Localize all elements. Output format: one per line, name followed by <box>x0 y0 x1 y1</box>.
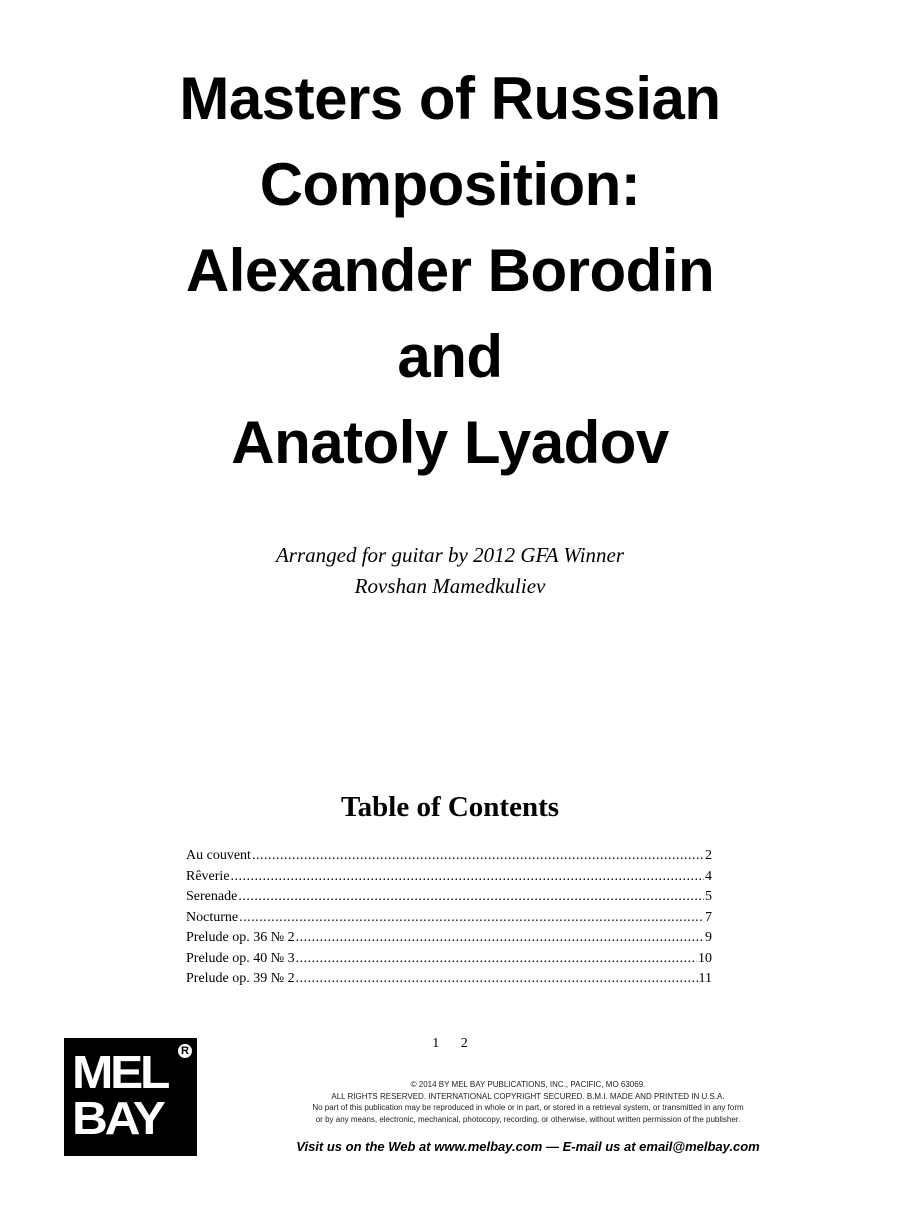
copyright-notice <box>228 1079 828 1125</box>
toc-entry <box>186 928 712 949</box>
toc-entry-page: 10 <box>698 950 712 966</box>
toc-entry <box>186 846 712 867</box>
page-number: 2 <box>460 1036 468 1051</box>
toc-entry <box>186 949 712 970</box>
toc-leader-dots <box>231 867 704 888</box>
title-line: Composition: <box>259 151 641 218</box>
title-line: Alexander Borodin <box>185 237 715 304</box>
toc-entry <box>186 969 712 990</box>
page-number: 1 <box>432 1036 440 1051</box>
arranger-credit <box>0 540 900 602</box>
title-line: and <box>397 323 503 390</box>
toc-leader-dots <box>238 887 704 908</box>
toc-leader-dots <box>252 846 704 867</box>
toc-leader-dots <box>296 949 697 970</box>
toc-entry-title: Prelude op. 40 № 3 <box>186 950 295 966</box>
toc-entry-title: Rêverie <box>186 868 230 884</box>
toc-entry-page: 2 <box>705 848 712 863</box>
book-title <box>0 56 900 486</box>
arranger-line: Arranged for guitar by 2012 GFA Winner <box>275 543 625 567</box>
toc-entry-page: 4 <box>705 868 712 884</box>
toc-leader-dots <box>296 928 704 949</box>
toc-heading: Table of Contents <box>340 791 560 823</box>
toc-entry-title: Serenade <box>186 889 238 904</box>
copyright-line: ALL RIGHTS RESERVED. INTERNATIONAL COPYRIGHT SECURED. B.M.I. MADE AND PRINTED IN U.S.A. <box>331 1091 725 1101</box>
copyright-line: or by any means, electronic, mechanical, photocopy, recording, or otherwise, without written permission of the publisher. <box>315 1114 741 1124</box>
toc-entry-page: 5 <box>705 889 712 904</box>
toc-entry <box>186 887 712 908</box>
logo-text-bay: BAY <box>72 1092 163 1144</box>
toc-entry <box>186 908 712 929</box>
title-line: Anatoly Lyadov <box>231 409 669 476</box>
toc-entry-page: 7 <box>705 909 712 925</box>
toc-entry-title: Prelude op. 36 № 2 <box>186 930 295 945</box>
toc-entry <box>186 867 712 888</box>
registered-mark-icon: R <box>176 1042 194 1060</box>
toc-leader-dots <box>239 908 704 929</box>
web-contact-line: Visit us on the Web at www.melbay.com — E-mail us at email@melbay.com <box>296 1139 760 1154</box>
title-line: Masters of Russian <box>179 65 721 132</box>
toc-entry-page: 11 <box>698 971 712 986</box>
table-of-contents <box>186 846 712 990</box>
copyright-line: No part of this publication may be reproduced in whole or in part, or stored in a retrieval system, or transmitted in any form <box>312 1103 744 1112</box>
logo-text-mel: MEL <box>72 1046 168 1098</box>
toc-leader-dots <box>296 969 698 990</box>
toc-entry-page: 9 <box>705 930 712 945</box>
toc-entry-title: Au couvent <box>186 848 251 863</box>
toc-entry-title: Nocturne <box>186 909 239 925</box>
arranger-name: Rovshan Mamedkuliev <box>354 574 546 598</box>
toc-entry-title: Prelude op. 39 № 2 <box>186 971 295 986</box>
copyright-line: © 2014 BY MEL BAY PUBLICATIONS, INC., PACIFIC, MO 63069. <box>410 1080 646 1089</box>
